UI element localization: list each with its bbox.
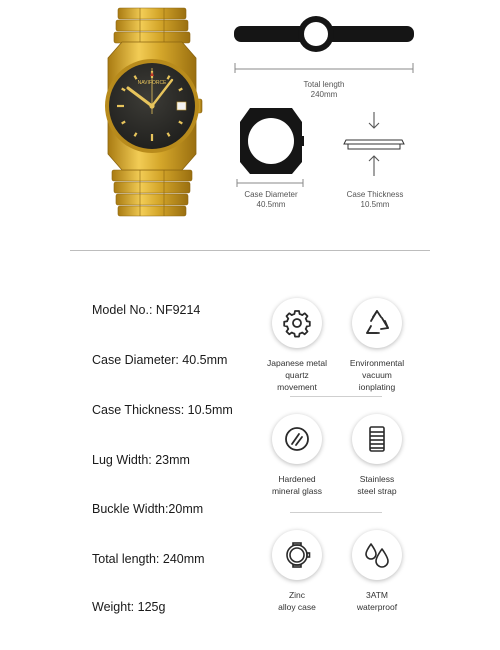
feature-quartz-movement [267,298,327,393]
feature-separator [290,396,382,397]
spec-weight: Weight: 125g [92,600,166,614]
mineral-glass-icon [282,424,312,454]
spec-buckle-width: Buckle Width:20mm [92,502,204,516]
feature-label: Zinc alloy case [278,590,316,612]
recycle-icon [362,308,392,338]
spec-lug-width: Lug Width: 23mm [92,453,190,467]
case-thickness-icon [338,110,410,180]
steel-strap-icon [362,424,392,454]
spec-model-no: Model No.: NF9214 [92,303,201,317]
spec-case-thickness: Case Thickness: 10.5mm [92,403,233,417]
total-length-bracket [232,62,416,74]
watch-image [88,6,216,218]
case-thickness-value: 10.5mm [360,200,390,209]
total-length-value: 240mm [310,90,338,99]
case-diameter-label: Case Diameter [244,190,298,199]
feature-waterproof [347,530,407,613]
feature-vacuum-ionplating [347,298,407,393]
feature-separator [290,512,382,513]
feature-steel-strap [347,414,407,497]
total-length-label: Total length [303,80,345,89]
feature-label: Stainless steel strap [357,474,397,496]
feature-mineral-glass [267,414,327,497]
case-diameter-value: 40.5mm [256,200,286,209]
gear-icon [282,308,312,338]
watch-brand-text: NAVIFORCE [137,80,167,86]
strap-diagram-icon [232,14,416,54]
case-diameter-icon [236,102,306,176]
feature-alloy-case [267,530,327,613]
case-diameter-bracket [234,178,306,188]
section-divider [70,250,430,251]
feature-label: Japanese metal quartz movement [267,358,328,392]
feature-label: Hardened mineral glass [271,474,323,496]
case-thickness-label: Case Thickness [346,190,404,199]
alloy-case-icon [282,540,312,570]
spec-case-diameter: Case Diameter: 40.5mm [92,353,228,367]
water-drops-icon [362,540,392,570]
feature-label: 3ATM waterproof [356,590,398,612]
spec-total-length: Total length: 240mm [92,552,205,566]
feature-label: Environmental vacuum ionplating [349,358,405,392]
